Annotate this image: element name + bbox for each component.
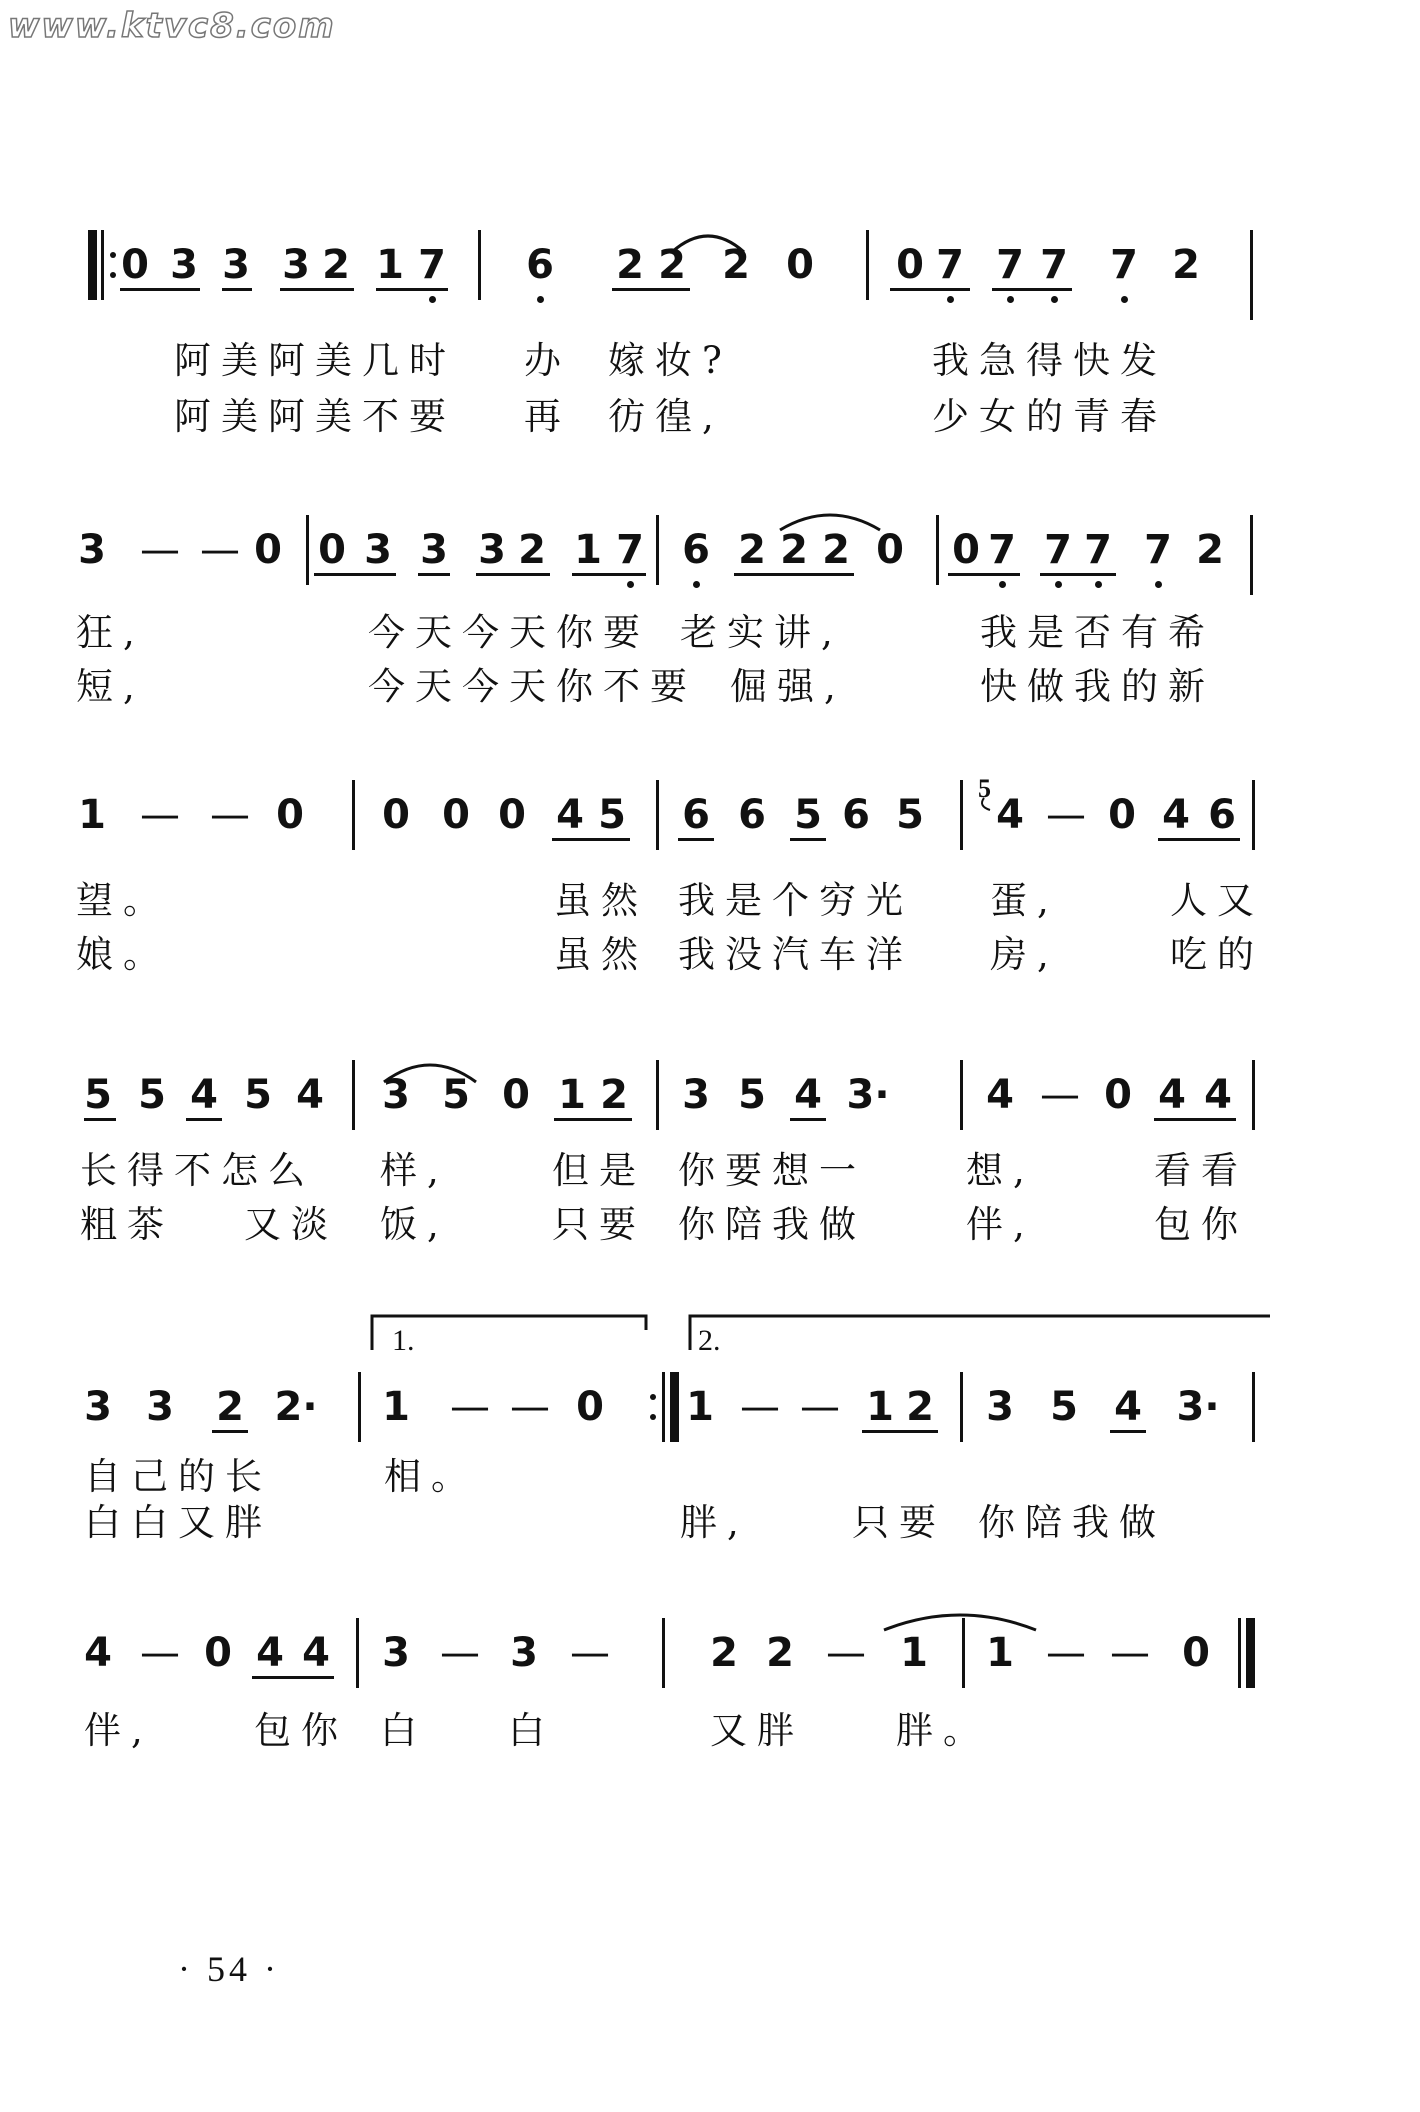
grace-slur xyxy=(982,798,990,810)
lyric-text: 我是个穷光 xyxy=(678,879,913,922)
note: 3 xyxy=(986,1384,1014,1430)
volta-2-label: 2. xyxy=(698,1324,721,1357)
lyric-text: 短, xyxy=(76,665,145,708)
volta-1-bracket xyxy=(372,1316,646,1350)
note: 0 xyxy=(498,792,526,838)
note: 3 xyxy=(222,242,250,288)
dash: — xyxy=(1046,1630,1086,1676)
lyric-text: 又淡 xyxy=(244,1203,338,1246)
lyric-text: 狂, xyxy=(76,611,145,654)
lyric-text: 但是 xyxy=(552,1149,646,1192)
note: 3 xyxy=(78,527,106,573)
note: 0 xyxy=(276,792,304,838)
lyric-text: 包你 xyxy=(254,1709,348,1752)
dash: — xyxy=(740,1384,780,1430)
lyric-text: 人又 xyxy=(1170,879,1264,922)
note: 4 xyxy=(296,1072,324,1118)
note: 1 xyxy=(574,527,602,573)
dash: — xyxy=(570,1630,610,1676)
note: 7 xyxy=(936,242,964,288)
note: 0 xyxy=(786,242,814,288)
note: 0 xyxy=(318,527,346,573)
note: 5 xyxy=(442,1072,470,1118)
note: 3 xyxy=(282,242,310,288)
lyric-text: 只要 xyxy=(852,1501,946,1544)
note: 3· xyxy=(1176,1384,1220,1430)
lyric-text: 看看 xyxy=(1154,1149,1248,1192)
note: 4 xyxy=(794,1072,822,1118)
dash: — xyxy=(800,1384,840,1430)
note: 4 xyxy=(302,1630,330,1676)
note: 4 xyxy=(1158,1072,1186,1118)
slur-arc xyxy=(384,1065,476,1082)
note: 4 xyxy=(556,792,584,838)
dash: — xyxy=(510,1384,550,1430)
lyric-text: 阿美阿美不要 xyxy=(174,395,456,438)
note: 2 xyxy=(616,242,644,288)
note: 5 xyxy=(896,792,924,838)
volta-2-bracket xyxy=(690,1316,1270,1350)
note: 2· xyxy=(274,1384,318,1430)
note: 2 xyxy=(1172,242,1200,288)
note: 4 xyxy=(1162,792,1190,838)
lyric-text: 又胖 xyxy=(710,1709,804,1752)
note: 2 xyxy=(216,1384,244,1430)
lyric-text: 我没汽车洋 xyxy=(678,933,913,976)
note: 5 xyxy=(1050,1384,1078,1430)
note: 7 xyxy=(996,242,1024,288)
lyric-text: 嫁妆? xyxy=(608,339,732,382)
note: 6 xyxy=(842,792,870,838)
note: 3 xyxy=(364,527,392,573)
note: 0 xyxy=(1182,1630,1210,1676)
note: 3 xyxy=(382,1072,410,1118)
note: 0 xyxy=(442,792,470,838)
lyric-text: 虽然 xyxy=(554,879,648,922)
lyric-text: 只要 xyxy=(552,1203,646,1246)
note: 5 xyxy=(84,1072,112,1118)
note: 1 xyxy=(78,792,106,838)
note: 2 xyxy=(710,1630,738,1676)
note: 0 xyxy=(876,527,904,573)
dash: — xyxy=(140,527,180,573)
note: 0 xyxy=(254,527,282,573)
dash: — xyxy=(1046,792,1086,838)
lyric-text: 房, xyxy=(990,933,1059,976)
lyric-text: 样, xyxy=(380,1149,449,1192)
note: 7 xyxy=(418,242,446,288)
note: 7 xyxy=(1044,527,1072,573)
lyric-text: 你陪我做 xyxy=(978,1501,1166,1544)
note: 2 xyxy=(780,527,808,573)
note: 7 xyxy=(988,527,1016,573)
lyric-text: 伴, xyxy=(84,1709,153,1752)
dash: — xyxy=(440,1630,480,1676)
note: 6 xyxy=(738,792,766,838)
grace-note: 5 xyxy=(978,774,991,803)
lyric-text: 想, xyxy=(966,1149,1035,1192)
dash: — xyxy=(1110,1630,1150,1676)
note: 3 xyxy=(84,1384,112,1430)
note: 2 xyxy=(322,242,350,288)
note: 2 xyxy=(600,1072,628,1118)
note: 7 xyxy=(1084,527,1112,573)
lyric-text: 你要想一 xyxy=(678,1149,866,1192)
note: 4 xyxy=(996,792,1024,838)
note: 2 xyxy=(822,527,850,573)
note: 2 xyxy=(518,527,546,573)
lyric-text: 我急得快发 xyxy=(932,339,1167,382)
note: 5 xyxy=(794,792,822,838)
note: 3· xyxy=(846,1072,890,1118)
note: 5 xyxy=(138,1072,166,1118)
lyric-text: 老实讲, xyxy=(680,611,843,654)
note: 0 xyxy=(576,1384,604,1430)
lyric-text: 饭, xyxy=(380,1203,449,1246)
note: 3 xyxy=(510,1630,538,1676)
note: 4 xyxy=(256,1630,284,1676)
note: 2 xyxy=(906,1384,934,1430)
lyric-text: 今天今天你不要 xyxy=(368,665,697,708)
lyric-text: 白白又胖 xyxy=(84,1501,272,1544)
note: 4 xyxy=(986,1072,1014,1118)
dash: — xyxy=(140,792,180,838)
note: 0 xyxy=(952,527,980,573)
lyric-text: 包你 xyxy=(1154,1203,1248,1246)
note: 4 xyxy=(1114,1384,1142,1430)
lyric-text: 倔强, xyxy=(730,665,846,708)
lyric-text: 白 xyxy=(380,1709,427,1752)
lyric-text: 白 xyxy=(508,1709,555,1752)
dash: — xyxy=(1040,1072,1080,1118)
note: 0 xyxy=(896,242,924,288)
lyric-text: 快做我的新 xyxy=(980,665,1215,708)
note: 7 xyxy=(1144,527,1172,573)
note: 2 xyxy=(738,527,766,573)
slur-arc xyxy=(780,515,880,530)
note: 3 xyxy=(682,1072,710,1118)
note: 4 xyxy=(1204,1072,1232,1118)
lyric-text: 今天今天你要 xyxy=(368,611,650,654)
note: 3 xyxy=(382,1630,410,1676)
note: 5 xyxy=(598,792,626,838)
note: 1 xyxy=(558,1072,586,1118)
note: 0 xyxy=(382,792,410,838)
dash: — xyxy=(140,1630,180,1676)
note: 2 xyxy=(1196,527,1224,573)
slur-arc xyxy=(884,1615,1036,1630)
lyric-text: 阿美阿美几时 xyxy=(174,339,456,382)
note: 7 xyxy=(1040,242,1068,288)
note: 5 xyxy=(738,1072,766,1118)
note: 1 xyxy=(900,1630,928,1676)
note: 3 xyxy=(170,242,198,288)
dash: — xyxy=(450,1384,490,1430)
lyric-text: 相。 xyxy=(384,1455,478,1498)
note: 2 xyxy=(722,242,750,288)
dash: — xyxy=(826,1630,866,1676)
lyric-text: 伴, xyxy=(966,1203,1035,1246)
note: 5 xyxy=(244,1072,272,1118)
lyric-text: 虽然 xyxy=(554,933,648,976)
page-number: · 54 · xyxy=(178,1949,280,1989)
note: 2 xyxy=(658,242,686,288)
note: 6 xyxy=(1208,792,1236,838)
lyric-text: 少女的青春 xyxy=(932,395,1167,438)
note: 0 xyxy=(1108,792,1136,838)
note: 4 xyxy=(190,1072,218,1118)
note: 4 xyxy=(84,1630,112,1676)
note: 0 xyxy=(121,242,149,288)
lyric-text: 娘。 xyxy=(76,933,170,976)
note: 7 xyxy=(616,527,644,573)
lyric-text: 胖。 xyxy=(896,1709,990,1752)
note: 2 xyxy=(766,1630,794,1676)
note: 1 xyxy=(382,1384,410,1430)
note: 3 xyxy=(420,527,448,573)
note: 6 xyxy=(682,527,710,573)
note: 0 xyxy=(502,1072,530,1118)
slur-arc xyxy=(672,236,744,252)
lyric-text: 吃的 xyxy=(1170,933,1264,976)
dash: — xyxy=(210,792,250,838)
volta-1-label: 1. xyxy=(392,1324,415,1357)
note: 7 xyxy=(1110,242,1138,288)
lyric-text: 我是否有希 xyxy=(980,611,1215,654)
lyric-text: 你陪我做 xyxy=(678,1203,866,1246)
note: 1 xyxy=(986,1630,1014,1676)
lyric-text: 办 xyxy=(524,339,571,382)
lyric-text: 粗茶 xyxy=(80,1203,174,1246)
note: 1 xyxy=(376,242,404,288)
lyric-text: 长得不怎么 xyxy=(80,1149,315,1192)
watermark-logo: www.ktvc8.com xyxy=(8,6,336,46)
note: 1 xyxy=(866,1384,894,1430)
note: 6 xyxy=(682,792,710,838)
note: 0 xyxy=(204,1630,232,1676)
dash: — xyxy=(200,527,240,573)
lyric-text: 彷徨, xyxy=(608,395,724,438)
lyric-text: 胖, xyxy=(680,1501,749,1544)
lyric-text: 自己的长 xyxy=(84,1455,272,1498)
note: 6 xyxy=(526,242,554,288)
note: 0 xyxy=(1104,1072,1132,1118)
lyric-text: 蛋, xyxy=(990,879,1059,922)
note: 1 xyxy=(686,1384,714,1430)
lyric-text: 再 xyxy=(524,395,571,438)
note: 3 xyxy=(478,527,506,573)
note: 3 xyxy=(146,1384,174,1430)
lyric-text: 望。 xyxy=(76,879,170,922)
